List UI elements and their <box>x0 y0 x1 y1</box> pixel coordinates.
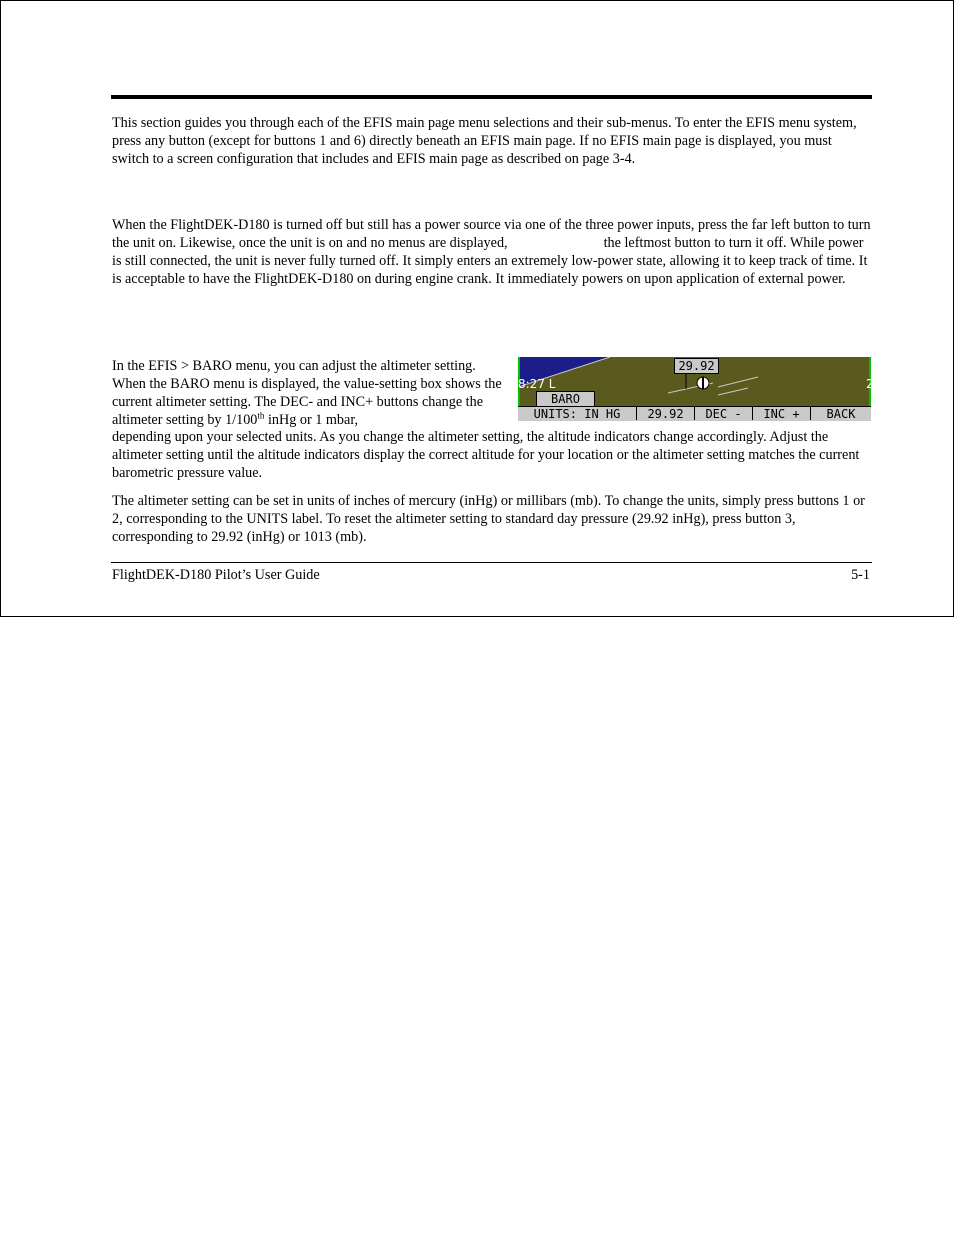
power-text-after: the leftmost button to turn it off. While power is still connected, the unit is never fully turned off. It simply enters an extremely low-power state, allowing it to keep track of time. It is acceptable to have the FlightDEK-D180 on during engine crank. It immediately powers on upon application of external power. <box>112 235 868 287</box>
baro-menu-title: BARO <box>536 391 595 407</box>
baro-paragraph-continued: depending upon your selected units. As you change the altimeter setting, the altitude indicators change accordingly. Adjust the altimeter setting until the altitude indicators display the correct altitude for your location or the altimeter setting matches the current barometric pressure value. <box>112 429 860 481</box>
intro-paragraph: This section guides you through each of the EFIS main page menu selections and their sub-menus. To enter the EFIS menu system, press any button (except for buttons 1 and 6) directly beneath an EFIS main page. If no EFIS main page is displayed, you must switch to a screen configuration that includes and EFIS main page as described on page 3-4. <box>112 115 857 167</box>
softkey-units[interactable]: UNITS: IN HG <box>518 406 636 420</box>
power-text-before: When the FlightDEK-D180 is turned off but still has a power source via one of the three power inputs, press the far left button to turn the unit on. Likewise, once the unit is on and no menus are displayed, <box>112 217 871 251</box>
softkey-standard-pressure[interactable]: 29.92 <box>636 406 694 420</box>
units-paragraph: The altimeter setting can be set in units of inches of mercury (inHg) or millibars (mb). To change the units, simply press buttons 1 or 2, corresponding to the UNITS label. To reset the altimeter setting to standard day pressure (29.92 inHg), press button 3, corresponding to 29.92 (inHg) or 1013 (mb). <box>112 493 865 545</box>
baro-paragraph-start <box>112 357 507 429</box>
clock-readout: 8:27 L <box>518 377 556 391</box>
footer-title: FlightDEK-D180 Pilot’s User Guide <box>112 567 320 583</box>
softkey-dec[interactable]: DEC - <box>694 406 752 420</box>
softkey-inc[interactable]: INC + <box>752 406 810 420</box>
baro-superscript: th <box>257 410 265 421</box>
baro-value-box: 29.92 <box>674 358 719 374</box>
power-paragraph <box>112 216 872 288</box>
header-rule <box>111 95 872 99</box>
baro-text-1: In the EFIS > BARO menu, you can adjust the altimeter setting. When the BARO menu is displayed, the value-setting box shows the current altimeter setting. The DEC- and INC+ buttons change the altimeter setting by 1/100 <box>112 358 502 428</box>
footer-rule <box>111 562 872 563</box>
softkey-bar <box>518 406 871 421</box>
footer-page-number: 5-1 <box>851 567 870 583</box>
baro-text-2: inHg or 1 mbar, <box>264 412 359 428</box>
softkey-back[interactable]: BACK <box>810 406 871 420</box>
edge-digit: 2 <box>866 377 874 391</box>
